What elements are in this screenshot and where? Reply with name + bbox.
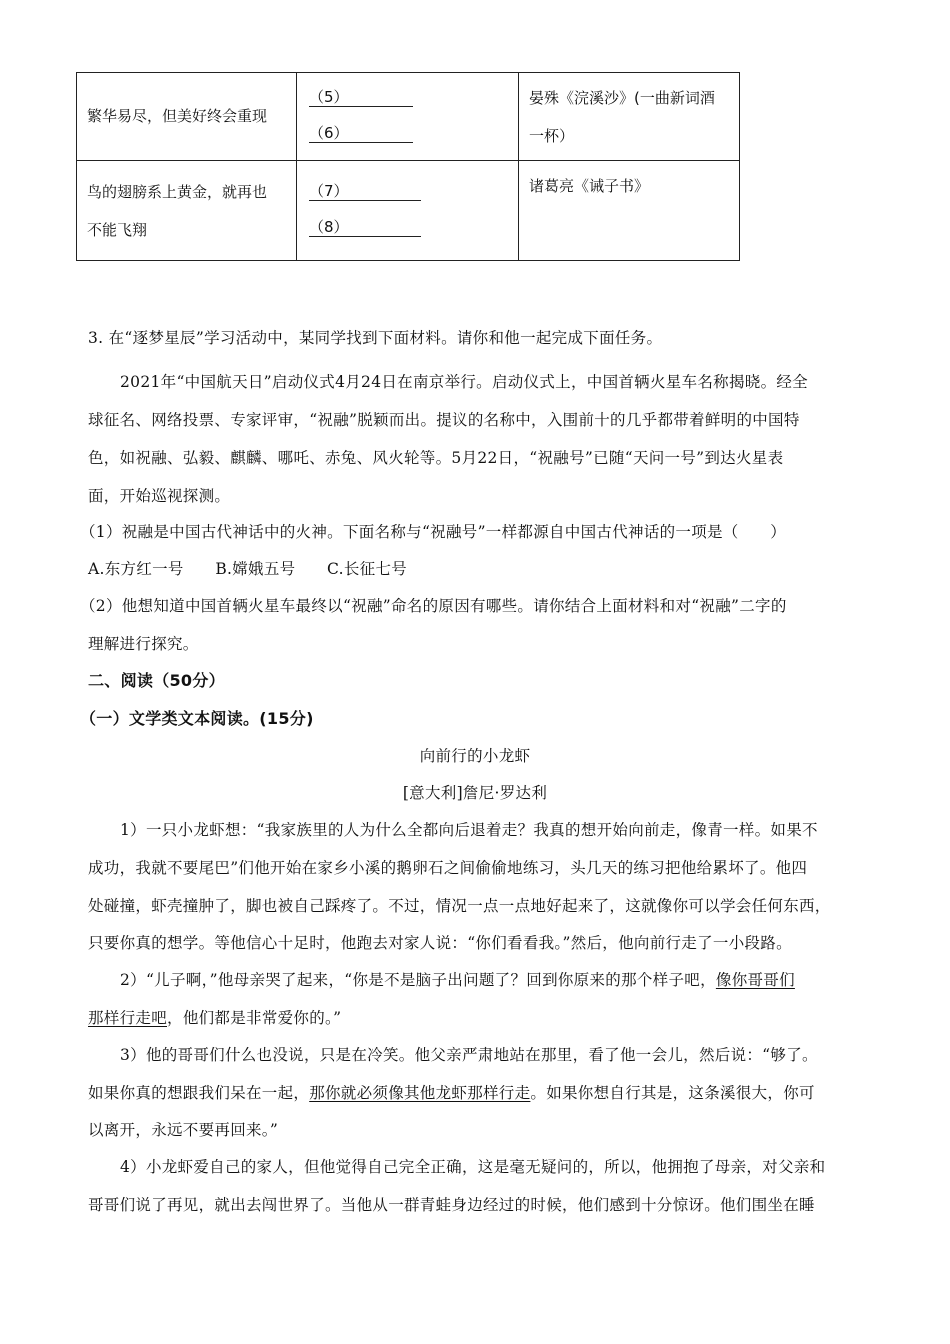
answer-options: A.东方红一号 B.嫦娥五号 C.长征七号 xyxy=(88,560,408,578)
paragraph-line: 4）小龙虾爱自己的家人，但他觉得自己完全正确，这是毫无疑问的，所以，他拥抱了母亲，对父亲和 xyxy=(120,1158,826,1176)
answer-cell xyxy=(297,73,519,161)
blank-5[interactable]: （5） xyxy=(297,73,518,115)
paragraph-line: 哥哥们说了再见，就出去闯世界了。当他从一群青蛙身边经过的时候，他们感到十分惊讶。他们围坐在睡 xyxy=(88,1196,815,1214)
sub-question-2-cont: 理解进行探究。 xyxy=(88,635,199,653)
source-cell xyxy=(519,161,740,261)
source-cell xyxy=(519,73,740,161)
sub-question-1: （1）祝融是中国古代神话中的火神。下面名称与“祝融号”一样都源自中国古代神话的一项是（ ） xyxy=(80,523,787,541)
paragraph-line: 处碰撞，虾壳撞肿了，脚也被自己踩疼了。不过，情况一点一点地好起来了，这就像你可以学会任何东西， xyxy=(88,897,831,915)
question-3-header: 3. 在“逐梦星辰”学习活动中，某同学找到下面材料。请你和他一起完成下面任务。 xyxy=(88,329,663,347)
theme-text: 不能飞翔 xyxy=(87,221,148,239)
source-line: 一杯） xyxy=(529,127,575,145)
table-row xyxy=(77,161,740,261)
underlined-phrase: 那你就必须像其他龙虾那样行走 xyxy=(309,1084,531,1102)
underlined-phrase: 像你哥哥们 xyxy=(715,971,795,989)
material-line: 面，开始巡视探测。 xyxy=(88,487,231,505)
paragraph-line: 那样行走吧，他们都是非常爱你的。” xyxy=(88,1009,342,1027)
paragraph-line: 1）一只小龙虾想：“我家族里的人为什么全都向后退着走？我真的想开始向前走，像青一样。如果不 xyxy=(120,821,818,839)
theme-text: 鸟的翅膀系上黄金，就再也 xyxy=(87,183,268,201)
theme-text: 繁华易尽，但美好终会重现 xyxy=(87,107,268,125)
paragraph-line: 成功，我就不要尾巴”们他开始在家乡小溪的鹅卵石之间偷偷地练习，头几天的练习把他给累坏了。他四 xyxy=(88,859,808,877)
section-title: 二、阅读（50分） xyxy=(88,671,225,690)
paragraph-line: 以离开，永远不要再回来。” xyxy=(88,1121,279,1139)
paragraph-line: 2）“儿子啊，”他母亲哭了起来，“你是不是脑子出问题了？回到你原来的那个样子吧，像你哥哥们 xyxy=(120,971,795,989)
underlined-phrase: 那样行走吧 xyxy=(88,1009,168,1027)
paragraph-line: 3）他的哥哥们什么也没说，只是在冷笑。他父亲严肃地站在那里，看了他一会儿，然后说：“够了。 xyxy=(120,1046,818,1064)
theme-cell xyxy=(77,161,297,261)
blank-7[interactable]: （7） xyxy=(297,161,518,209)
material-line: 球征名、网络投票、专家评审，“祝融”脱颖而出。提议的名称中，入围前十的几乎都带着鲜明的中国特 xyxy=(88,411,800,429)
blank-8[interactable]: （8） xyxy=(297,209,518,245)
source-line: 晏殊《浣溪沙》(一曲新词酒 xyxy=(529,89,715,107)
blank-6[interactable]: （6） xyxy=(297,115,518,151)
story-title: 向前行的小龙虾 xyxy=(419,747,531,765)
source-line: 诸葛亮《诫子书》 xyxy=(529,177,650,195)
subsection-title: （一）文学类文本阅读。(15分) xyxy=(80,709,314,728)
material-line: 2021年“中国航天日”启动仪式4月24日在南京举行。启动仪式上，中国首辆火星车名称揭晓。经全 xyxy=(120,373,808,391)
paragraph-line: 只要你真的想学。等他信心十足时，他跑去对家人说：“你们看看我。”然后，他向前行走了一小段路。 xyxy=(88,934,792,952)
material-line: 色，如祝融、弘毅、麒麟、哪吒、赤兔、风火轮等。5月22日，“祝融号”已随“天问一号”到达火星表 xyxy=(88,449,784,467)
table-row xyxy=(77,73,740,161)
paragraph-line: 如果你真的想跟我们呆在一起，那你就必须像其他龙虾那样行走。如果你想自行其是，这条溪很大，你可 xyxy=(88,1084,815,1102)
sub-question-2: （2）他想知道中国首辆火星车最终以“祝融”命名的原因有哪些。请你结合上面材料和对“祝融”二字的 xyxy=(80,597,787,615)
poetry-table xyxy=(76,72,740,261)
theme-cell xyxy=(77,73,297,161)
answer-cell xyxy=(297,161,519,261)
story-author: [意大利]詹尼·罗达利 xyxy=(402,784,548,802)
